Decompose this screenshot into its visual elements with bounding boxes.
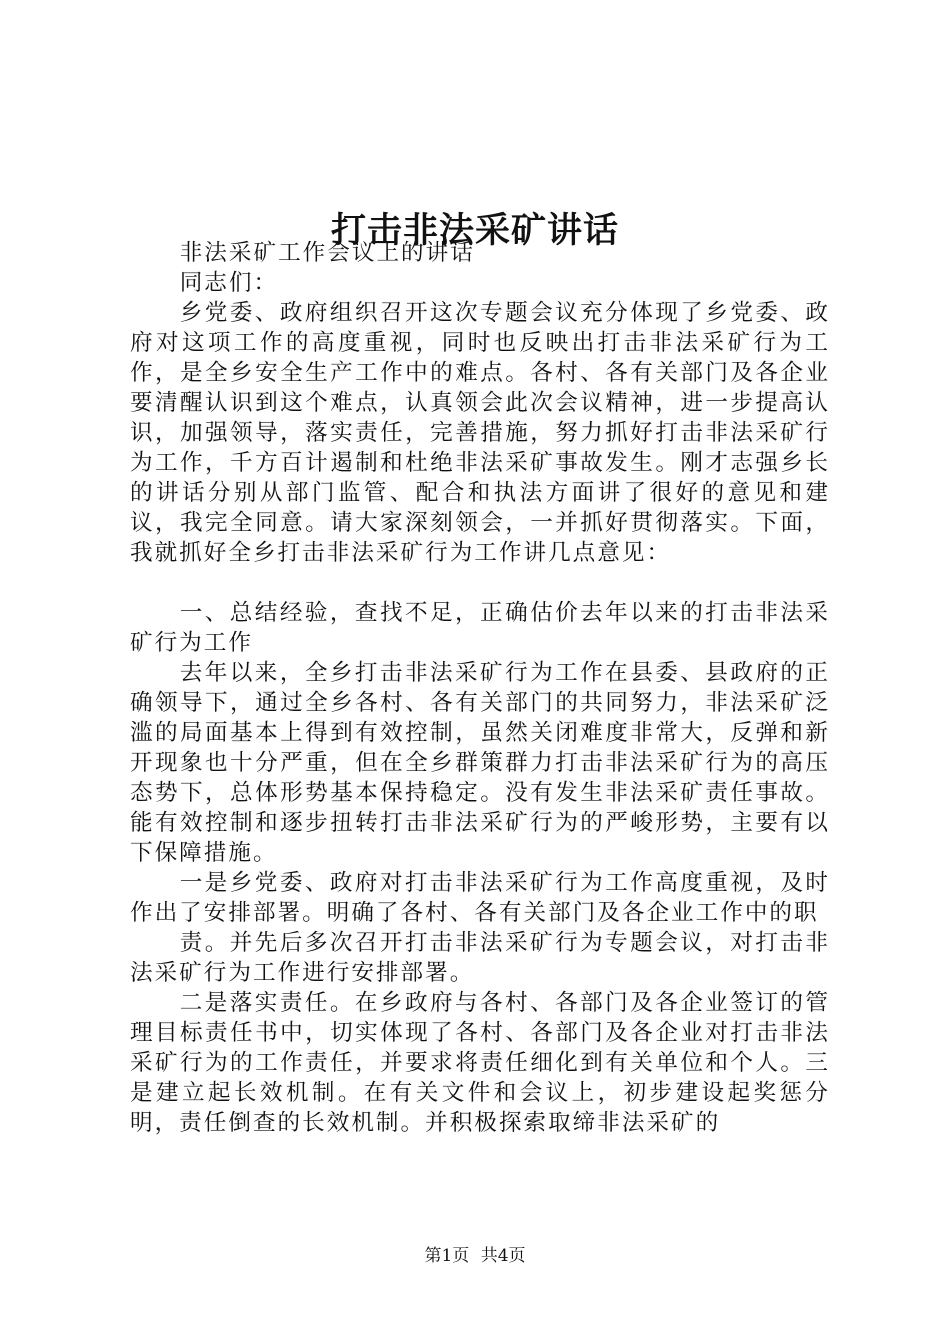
page-footer — [0, 1244, 950, 1268]
paragraph-measure-1: 一是乡党委、政府对打击非法采矿行为工作高度重视，及时作出了安排部署。明确了各村、各有关部门及各企业工作中的职 — [130, 870, 830, 926]
paragraph-measure-1-cont: 责。并先后多次召开打击非法采矿行为专题会议，对打击非法采矿行为工作进行安排部署。 — [130, 930, 830, 986]
paragraph-review: 去年以来，全乡打击非法采矿行为工作在县委、县政府的正确领导下，通过全乡各村、各有关部门的共同努力，非法采矿泛滥的局面基本上得到有效控制，虽然关闭难度非常大，反弹和新开现象也十分严重，但在全乡群策群力打击非法采矿行为的高压态势下，总体形势基本保持稳定。没有发生非法采矿责任事故。能有效控制和逐步扭转打击非法采矿行为的严峻形势，主要有以下保障措施。 — [130, 660, 830, 866]
page-number: 第1页 — [424, 1246, 470, 1266]
document-title: 打击非法采矿讲话 — [330, 210, 619, 252]
salutation: 同志们： — [179, 270, 279, 296]
speech-subtitle: 非法采矿工作会议上的讲话 — [179, 240, 475, 266]
paragraph-measure-2-3: 二是落实责任。在乡政府与各村、各部门及各企业签订的管理目标责任书中，切实体现了各村、各部门及各企业对打击非法采矿行为的工作责任，并要求将责任细化到有关单位和个人。三是建立起长效机制。在有关文件和会议上，初步建设起奖惩分明，责任倒查的长效机制。并积极探索取缔非法采矿的 — [130, 990, 830, 1136]
document-body — [130, 238, 830, 1138]
page-total: 共4页 — [480, 1246, 526, 1266]
section-heading-1: 一、总结经验，查找不足，正确估价去年以来的打击非法采矿行为工作 — [130, 600, 830, 656]
paragraph-intro: 乡党委、政府组织召开这次专题会议充分体现了乡党委、政府对这项工作的高度重视，同时也反映出打击非法采矿行为工作，是全乡安全生产工作中的难点。各村、各有关部门及各企业要清醒认识到这个难点，认真领会此次会议精神，进一步提高认识，加强领导，落实责任，完善措施，努力抓好打击非法采矿行为工作，千方百计遏制和杜绝非法采矿事故发生。刚才志强乡长的讲话分别从部门监管、配合和执法方面讲了很好的意见和建议，我完全同意。请大家深刻领会，一并抓好贯彻落实。下面，我就抓好全乡打击非法采矿行为工作讲几点意见： — [130, 300, 830, 566]
